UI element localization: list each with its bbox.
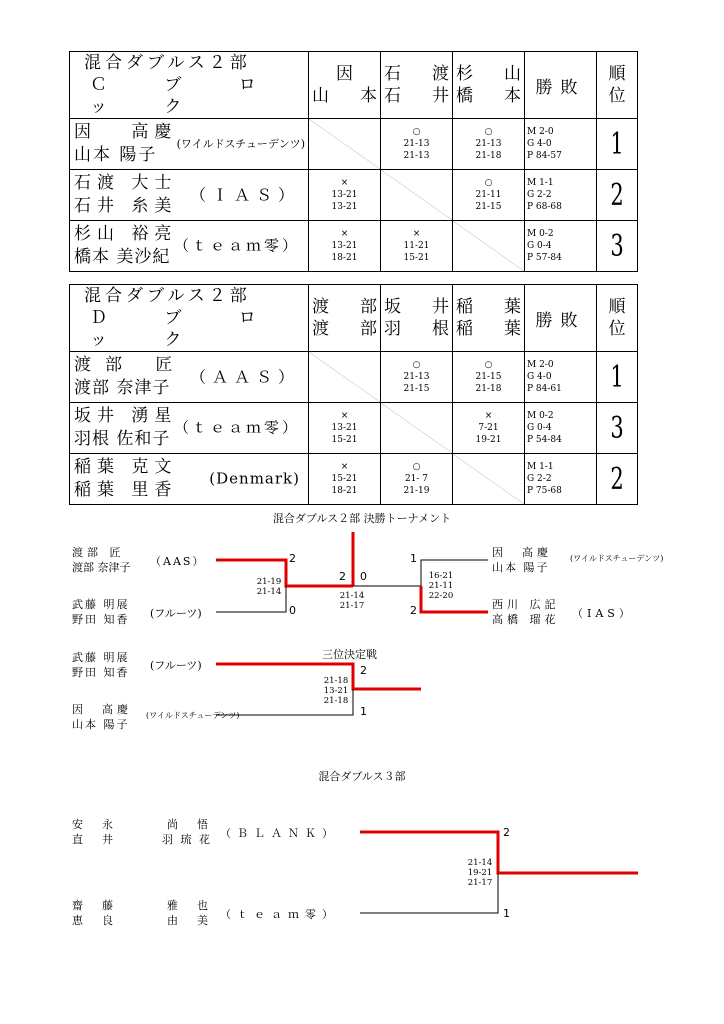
block-d-rank-2: 3 (597, 403, 638, 454)
block-d-rank-header: 順 位 (597, 285, 638, 352)
tp-player-2: 因 高慶 山本 陽子 (72, 703, 132, 731)
block-c-rank-header: 順 位 (597, 52, 638, 119)
tp-player-1-club: (フルーツ) (150, 659, 202, 672)
block-c-stats-3: M 0-2 G 0-4 P 57-84 (525, 221, 597, 272)
block-d-result-3-2: ○ 21- 7 21-19 (381, 454, 453, 505)
block-c-rank-1: 1 (597, 119, 638, 170)
block-c-result-2-3: ○ 21-11 21-15 (453, 170, 525, 221)
block-d-row-2 (70, 403, 638, 454)
block-d-result-3-1: × 15-21 18-21 (309, 454, 381, 505)
block-c-stats-2: M 1-1 G 2-2 P 68-68 (525, 170, 597, 221)
block-c-opponent-2: 石 渡 石 井 (381, 52, 453, 119)
block-d-stats-2: M 0-2 G 0-4 P 54-84 (525, 403, 597, 454)
block-d-opponent-2: 坂 井 羽 根 (381, 285, 453, 352)
ft-final-left-score: 2 (339, 570, 346, 583)
club-label: （ｔｅａｍ零） (173, 418, 300, 437)
block-c-title: 混合ダブルス２部 Ｃ ブ ロ ッ ク (70, 52, 309, 119)
block-d-stats-3: M 1-1 G 2-2 P 75-68 (525, 454, 597, 505)
block-d-player-1: 渡部 匠 渡部 奈津子 （ＡＡＳ） (70, 352, 309, 403)
club-label: （ＡＡＳ） (189, 367, 300, 387)
block-d-rank-1: 1 (597, 352, 638, 403)
ft-final-right-score: 0 (360, 570, 367, 583)
ft-player-4: 西川 広記 高橋 瑠花 (492, 598, 560, 626)
block-c-result-3-2: × 11-21 15-21 (381, 221, 453, 272)
club-label: (Denmark) (209, 469, 300, 488)
d3-player-1: 安 永 尚 悟 直 井 羽 琉 花 (72, 818, 212, 846)
d3-games: 21-14 19-21 21-17 (467, 858, 493, 888)
block-d-rank-3: 2 (597, 454, 638, 505)
block-c-player-2: 石渡 大士 石井 糸美 （ＩＡＳ） (70, 170, 309, 221)
block-d-table (69, 284, 638, 505)
ft-player-2-score: 0 (289, 604, 296, 617)
ft-player-4-score: 2 (410, 604, 417, 617)
final-tournament-title: 混合ダブルス２部 決勝トーナメント (272, 512, 452, 525)
block-d-stats-1: M 2-0 G 4-0 P 84-61 (525, 352, 597, 403)
ft-final-games: 21-14 21-17 (339, 591, 365, 611)
block-c-result-1-2: ○ 21-13 21-13 (381, 119, 453, 170)
ft-player-1-club: （AAS） (150, 555, 206, 568)
block-c-self-cell (381, 170, 453, 221)
block-c-opponent-1: 因 山 本 (309, 52, 381, 119)
block-d-self-cell (381, 403, 453, 454)
club-label: (ワイルドスチューデンツ) (176, 137, 305, 151)
block-c-result-1-3: ○ 21-13 21-18 (453, 119, 525, 170)
ft-player-3: 因 高慶 山本 陽子 (492, 546, 552, 574)
block-c-result-2-1: × 13-21 13-21 (309, 170, 381, 221)
ft-player-2-club: (フルーツ) (150, 607, 202, 620)
tp-player-2-score: 1 (360, 705, 367, 718)
block-c-row-1 (70, 119, 638, 170)
block-d-result-1-3: ○ 21-15 21-18 (453, 352, 525, 403)
block-c-stats-1: M 2-0 G 4-0 P 84-57 (525, 119, 597, 170)
block-c-winloss-header: 勝敗 (525, 52, 597, 119)
block-d-result-2-1: × 13-21 15-21 (309, 403, 381, 454)
block-d-opponent-1: 渡 部 渡 部 (309, 285, 381, 352)
third-place-bracket (216, 664, 421, 715)
d3-player-2-score: 1 (503, 907, 510, 920)
block-d-opponent-3: 稲 葉 稲 葉 (453, 285, 525, 352)
div3-title: 混合ダブルス３部 (318, 770, 406, 783)
block-d-row-3 (70, 454, 638, 505)
ft-semi2-games: 16-21 21-11 22-20 (428, 571, 454, 601)
block-c-result-3-1: × 13-21 18-21 (309, 221, 381, 272)
block-c-self-cell (309, 119, 381, 170)
ft-player-4-club: （IAS） (572, 607, 634, 620)
tp-player-2-club: (ワイルドスチューデンツ) (146, 711, 240, 720)
ft-player-3-club: (ワイルドスチューデンツ) (570, 554, 664, 563)
third-place-title: 三位決定戦 (322, 648, 377, 661)
d3-player-2-club: （ｔｅａｍ零） (220, 908, 339, 921)
ft-semi1-games: 21-19 21-14 (256, 577, 282, 597)
d3-player-1-score: 2 (503, 826, 510, 839)
block-c-table (69, 51, 638, 272)
ft-player-3-score: 1 (410, 552, 417, 565)
block-d-self-cell (453, 454, 525, 505)
ft-player-2: 武藤 明展 野田 知香 (72, 598, 130, 626)
block-d-player-2: 坂井 湧星 羽根 佐和子 （ｔｅａｍ零） (70, 403, 309, 454)
block-c-self-cell (453, 221, 525, 272)
tp-player-1-score: 2 (360, 664, 367, 677)
block-d-player-3: 稲葉 克文 稲葉 里香 (Denmark) (70, 454, 309, 505)
block-d-self-cell (309, 352, 381, 403)
tp-player-1: 武藤 明展 野田 知香 (72, 651, 130, 679)
tp-games: 21-18 13-21 21-18 (323, 676, 349, 706)
block-d-result-2-3: × 7-21 19-21 (453, 403, 525, 454)
block-c-row-3 (70, 221, 638, 272)
block-c-player-1: 因 高慶 山本 陽子 (ワイルドスチューデンツ) (70, 119, 309, 170)
div3-bracket (360, 832, 638, 913)
d3-player-1-club: （ＢＬＡＮＫ） (220, 827, 339, 840)
club-label: （ｔｅａｍ零） (173, 236, 300, 255)
block-c-rank-3: 3 (597, 221, 638, 272)
block-c-opponent-3: 杉 山 橋 本 (453, 52, 525, 119)
block-d-row-1 (70, 352, 638, 403)
block-c-rank-2: 2 (597, 170, 638, 221)
block-d-title: 混合ダブルス２部 Ｄ ブ ロ ッ ク (70, 285, 309, 352)
block-c-row-2 (70, 170, 638, 221)
ft-player-1: 渡部 匠 渡部 奈津子 (72, 546, 131, 574)
d3-player-2: 齋 藤 雅 也 恵 良 由 美 (72, 899, 212, 927)
ft-player-1-score: 2 (289, 552, 296, 565)
block-d-winloss-header: 勝敗 (525, 285, 597, 352)
club-label: （ＩＡＳ） (189, 185, 300, 205)
block-d-result-1-2: ○ 21-13 21-15 (381, 352, 453, 403)
block-c-player-3: 杉山 裕亮 橋本 美沙紀 （ｔｅａｍ零） (70, 221, 309, 272)
